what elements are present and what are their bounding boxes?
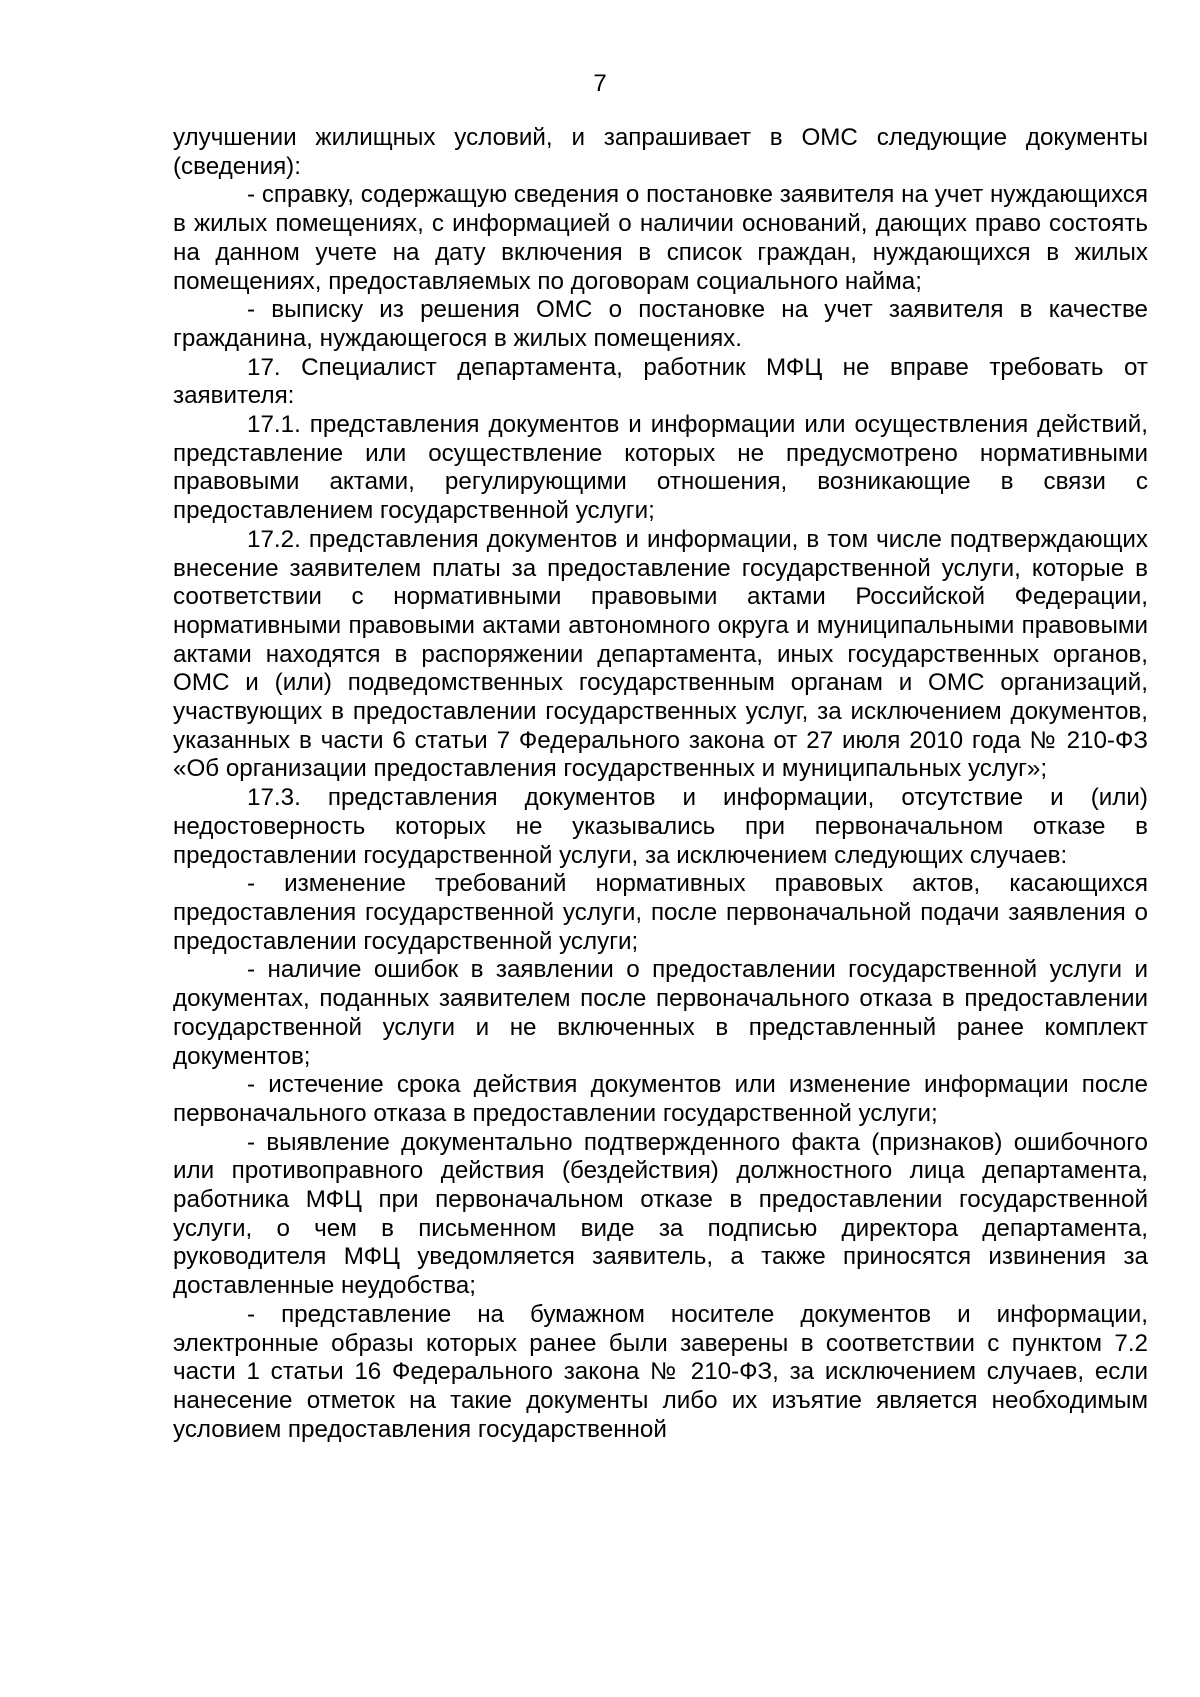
paragraph-application-errors: - наличие ошибок в заявлении о предоставлении государственной услуги и документах, поданных заявителем после первоначального отказа в предоставлении государственной услуги и не включенных в представленный ранее комплект документов;	[173, 956, 1148, 1070]
document-body	[173, 124, 1148, 1444]
paragraph-extract-decision: - выписку из решения ОМС о постановке на учет заявителя в качестве гражданина, нуждающегося в жилых помещениях.	[173, 296, 1148, 352]
paragraph-reference-certificate: - справку, содержащую сведения о постановке заявителя на учет нуждающихся в жилых помещениях, с информацией о наличии оснований, дающих право состоять на данном учете на дату включения в список граждан, нуждающихся в жилых помещениях, предоставляемых по договорам социального найма;	[173, 181, 1148, 295]
paragraph-wrongful-action: - выявление документально подтвержденного факта (признаков) ошибочного или противоправного действия (бездействия) должностного лица департамента, работника МФЦ при первоначальном отказе в предоставлении государственной услуги, о чем в письменном виде за подписью директора департамента, руководителя МФЦ уведомляется заявитель, а также приносятся извинения за доставленные неудобства;	[173, 1128, 1148, 1300]
paragraph-document-expiry: - истечение срока действия документов или изменение информации после первоначального отказа в предоставлении государственной услуги;	[173, 1071, 1148, 1127]
paragraph-item-17-1: 17.1. представления документов и информации или осуществления действий, представление или осуществление которых не предусмотрено нормативными правовыми актами, регулирующими отношения, возникающие в связи с предоставлением государственной услуги;	[173, 411, 1148, 525]
page-number: 7	[593, 70, 607, 97]
paragraph-continuation: улучшении жилищных условий, и запрашивает в ОМС следующие документы (сведения):	[173, 124, 1148, 180]
paragraph-item-17-2: 17.2. представления документов и информации, в том числе подтверждающих внесение заявителем платы за предоставление государственной услуги, которые в соответствии с нормативными правовыми актами Российской Федерации, нормативными правовыми актами автономного округа и муниципальными правовыми актами находятся в распоряжении департамента, иных государственных органов, ОМС и (или) подведомственных государственным органам и ОМС организаций, участвующих в предоставлении государственных услуг, за исключением документов, указанных в части 6 статьи 7 Федерального закона от 27 июля 2010 года № 210-ФЗ «Об организации предоставления государственных и муниципальных услуг»;	[173, 525, 1148, 783]
paragraph-paper-documents: - представление на бумажном носителе документов и информации, электронные образы которых ранее были заверены в соответствии с пунктом 7.2 части 1 статьи 16 Федерального закона № 210-ФЗ, за исключением случаев, если нанесение отметок на такие документы либо их изъятие является необходимым условием предоставления государственной	[173, 1300, 1148, 1443]
paragraph-item-17-3: 17.3. представления документов и информации, отсутствие и (или) недостоверность которых не указывались при первоначальном отказе в предоставлении государственной услуги, за исключением следующих случаев:	[173, 784, 1148, 869]
paragraph-item-17: 17. Специалист департамента, работник МФЦ не вправе требовать от заявителя:	[173, 353, 1148, 410]
paragraph-requirements-change: - изменение требований нормативных правовых актов, касающихся предоставления государственной услуги, после первоначальной подачи заявления о предоставлении государственной услуги;	[173, 870, 1148, 955]
